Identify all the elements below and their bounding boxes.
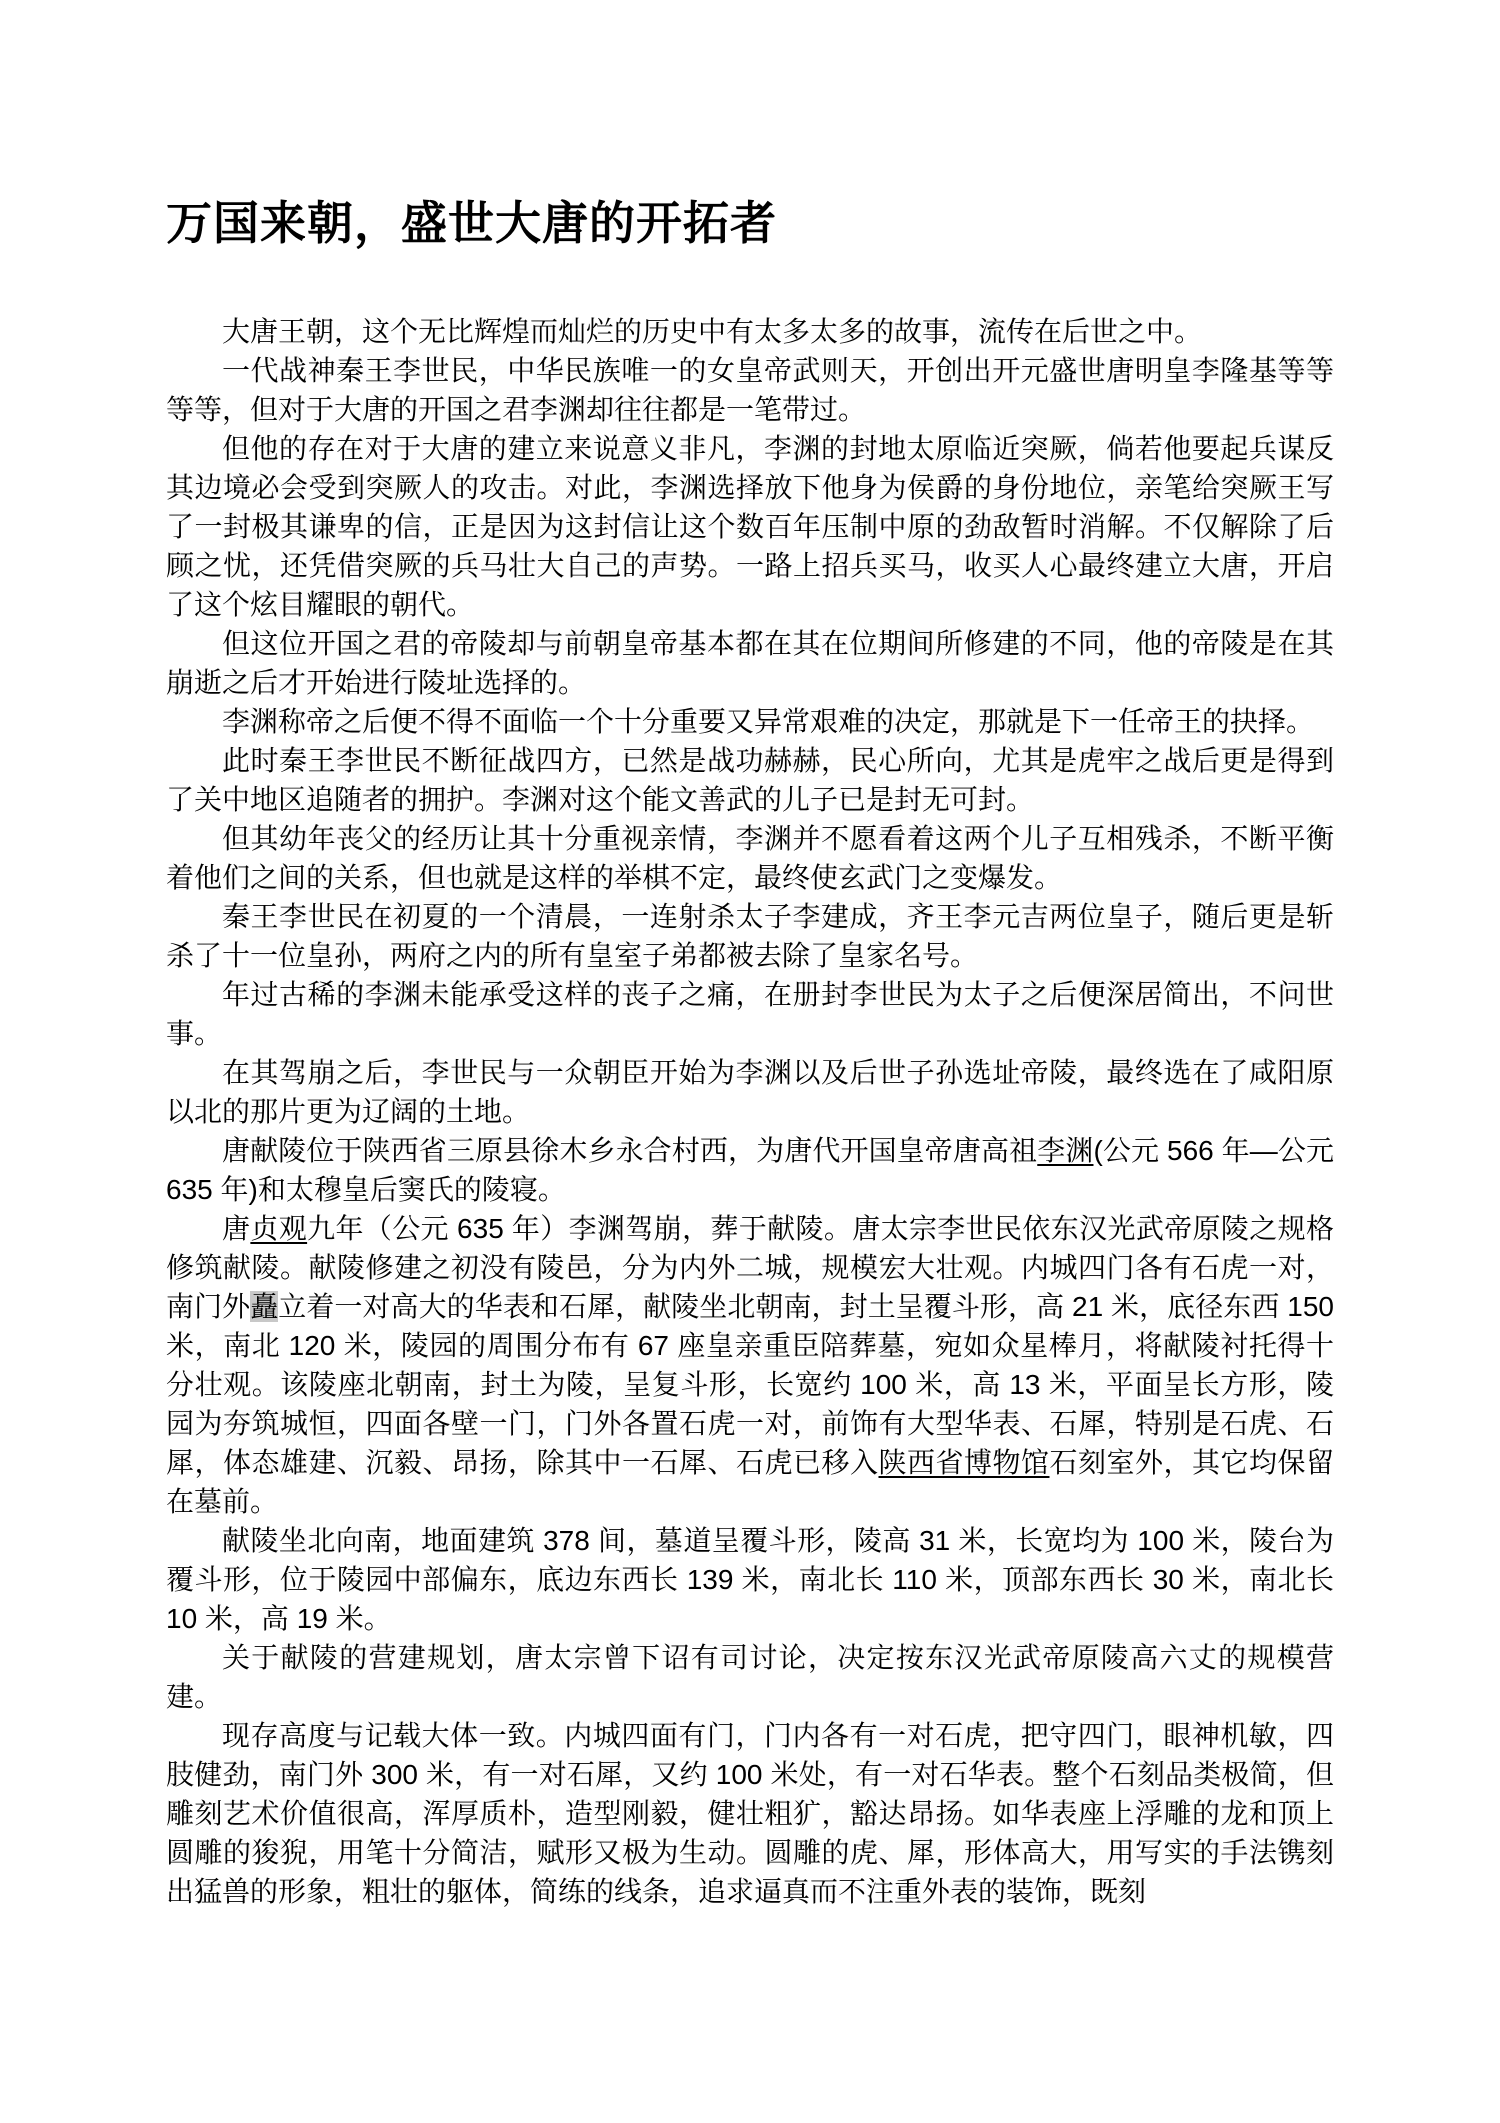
paragraph bbox=[166, 1638, 1334, 1716]
text-run: 石刻室外，其它均保留在墓前。 bbox=[166, 1447, 1334, 1517]
text-run: 一代战神秦王李世民，中华民族唯一的女皇帝武则天，开创出开元盛世唐明皇李隆基等等等等，但对于大唐的开国之君李渊却往往都是一笔带过。 bbox=[166, 355, 1334, 425]
text-run: (公元 566 年—公元 635 年)和太穆皇后窦氏的陵寝。 bbox=[166, 1135, 1334, 1205]
link-zhenguan[interactable]: 贞观 bbox=[250, 1213, 308, 1244]
paragraph bbox=[166, 1053, 1334, 1131]
document-title: 万国来朝，盛世大唐的开拓者 bbox=[166, 197, 777, 249]
text-run: 立着一对高大的华表和石犀，献陵坐北朝南，封土呈覆斗形，高 21 米，底径东西 150 米，南北 120 米，陵园的周围分布有 67 座皇亲重臣陪葬墓，宛如众星棒月，将献陵衬托得十分壮观。该陵座北朝南，封土为陵，呈复斗形，长宽约 100 米，高 13 米，平面呈长方形，陵园为夯筑城恒，四面各壁一门，门外各置石虎一对，前饰有大型华表、石犀，特别是石虎、石犀，体态雄建、沉毅、昂扬，除其中一石犀、石虎已移入 bbox=[166, 1291, 1334, 1478]
text-run: 秦王李世民在初夏的一个清晨，一连射杀太子李建成，齐王李元吉两位皇子，随后更是斩杀了十一位皇孙，两府之内的所有皇室子弟都被去除了皇家名号。 bbox=[166, 901, 1334, 971]
text-run: 唐 bbox=[222, 1213, 251, 1244]
paragraph bbox=[166, 975, 1334, 1053]
paragraph bbox=[166, 1131, 1334, 1209]
highlighted-char: 矗 bbox=[250, 1291, 279, 1322]
text-run: 此时秦王李世民不断征战四方，已然是战功赫赫，民心所向，尤其是虎牢之战后更是得到了关中地区追随者的拥护。李渊对这个能文善武的儿子已是封无可封。 bbox=[166, 745, 1334, 815]
text-run: 年过古稀的李渊未能承受这样的丧子之痛，在册封李世民为太子之后便深居简出，不问世事。 bbox=[166, 979, 1334, 1049]
text-run: 在其驾崩之后，李世民与一众朝臣开始为李渊以及后世子孙选址帝陵，最终选在了咸阳原以北的那片更为辽阔的土地。 bbox=[166, 1057, 1334, 1127]
document-body bbox=[166, 312, 1334, 1911]
paragraph bbox=[166, 351, 1334, 429]
text-run: 现存高度与记载大体一致。内城四面有门，门内各有一对石虎，把守四门，眼神机敏，四肢健劲，南门外 300 米，有一对石犀，又约 100 米处，有一对石华表。整个石刻品类极简，但雕刻艺术价值很高，浑厚质朴，造型刚毅，健壮粗犷，豁达昂扬。如华表座上浮雕的龙和顶上圆雕的狻猊，用笔十分简洁，赋形又极为生动。圆雕的虎、犀，形体高大，用写实的手法镌刻出猛兽的形象，粗壮的躯体，简练的线条，追求逼真而不注重外表的装饰，既刻 bbox=[166, 1720, 1334, 1907]
text-run: 唐献陵位于陕西省三原县徐木乡永合村西，为唐代开国皇帝唐高祖 bbox=[222, 1135, 1038, 1166]
text-run: 但其幼年丧父的经历让其十分重视亲情，李渊并不愿看着这两个儿子互相残杀，不断平衡着他们之间的关系，但也就是这样的举棋不定，最终使玄武门之变爆发。 bbox=[166, 823, 1334, 893]
text-run: 大唐王朝，这个无比辉煌而灿烂的历史中有太多太多的故事，流传在后世之中。 bbox=[222, 316, 1203, 347]
paragraph bbox=[166, 1716, 1334, 1911]
paragraph bbox=[166, 819, 1334, 897]
link-liyuan[interactable]: 李渊 bbox=[1037, 1135, 1094, 1166]
text-run: 李渊称帝之后便不得不面临一个十分重要又异常艰难的决定，那就是下一任帝王的抉择。 bbox=[222, 706, 1315, 737]
text-run: 九年（公元 635 年）李渊驾崩，葬于献陵。唐太宗李世民依东汉光武帝原陵之规格修筑献陵。献陵修建之初没有陵邑，分为内外二城，规模宏大壮观。内城四门各有石虎一对，南门外 bbox=[166, 1213, 1334, 1322]
paragraph bbox=[166, 702, 1334, 741]
text-run: 但这位开国之君的帝陵却与前朝皇帝基本都在其在位期间所修建的不同，他的帝陵是在其崩逝之后才开始进行陵址选择的。 bbox=[166, 628, 1334, 698]
paragraph bbox=[166, 1521, 1334, 1638]
paragraph bbox=[166, 741, 1334, 819]
paragraph bbox=[166, 1209, 1334, 1521]
link-shaanxi-museum[interactable]: 陕西省博物馆 bbox=[878, 1447, 1050, 1478]
text-run: 关于献陵的营建规划，唐太宗曾下诏有司讨论，决定按东汉光武帝原陵高六丈的规模营建。 bbox=[166, 1642, 1334, 1712]
text-run: 献陵坐北向南，地面建筑 378 间，墓道呈覆斗形，陵高 31 米，长宽均为 100 米，陵台为覆斗形，位于陵园中部偏东，底边东西长 139 米，南北长 110 米，顶部东西长 30 米，南北长 10 米，高 19 米。 bbox=[166, 1525, 1334, 1634]
text-run: 但他的存在对于大唐的建立来说意义非凡，李渊的封地太原临近突厥，倘若他要起兵谋反其边境必会受到突厥人的攻击。对此，李渊选择放下他身为侯爵的身份地位，亲笔给突厥王写了一封极其谦卑的信，正是因为这封信让这个数百年压制中原的劲敌暂时消解。不仅解除了后顾之忧，还凭借突厥的兵马壮大自己的声势。一路上招兵买马，收买人心最终建立大唐，开启了这个炫目耀眼的朝代。 bbox=[166, 433, 1334, 620]
paragraph bbox=[166, 429, 1334, 624]
paragraph bbox=[166, 897, 1334, 975]
paragraph bbox=[166, 624, 1334, 702]
paragraph bbox=[166, 312, 1334, 351]
